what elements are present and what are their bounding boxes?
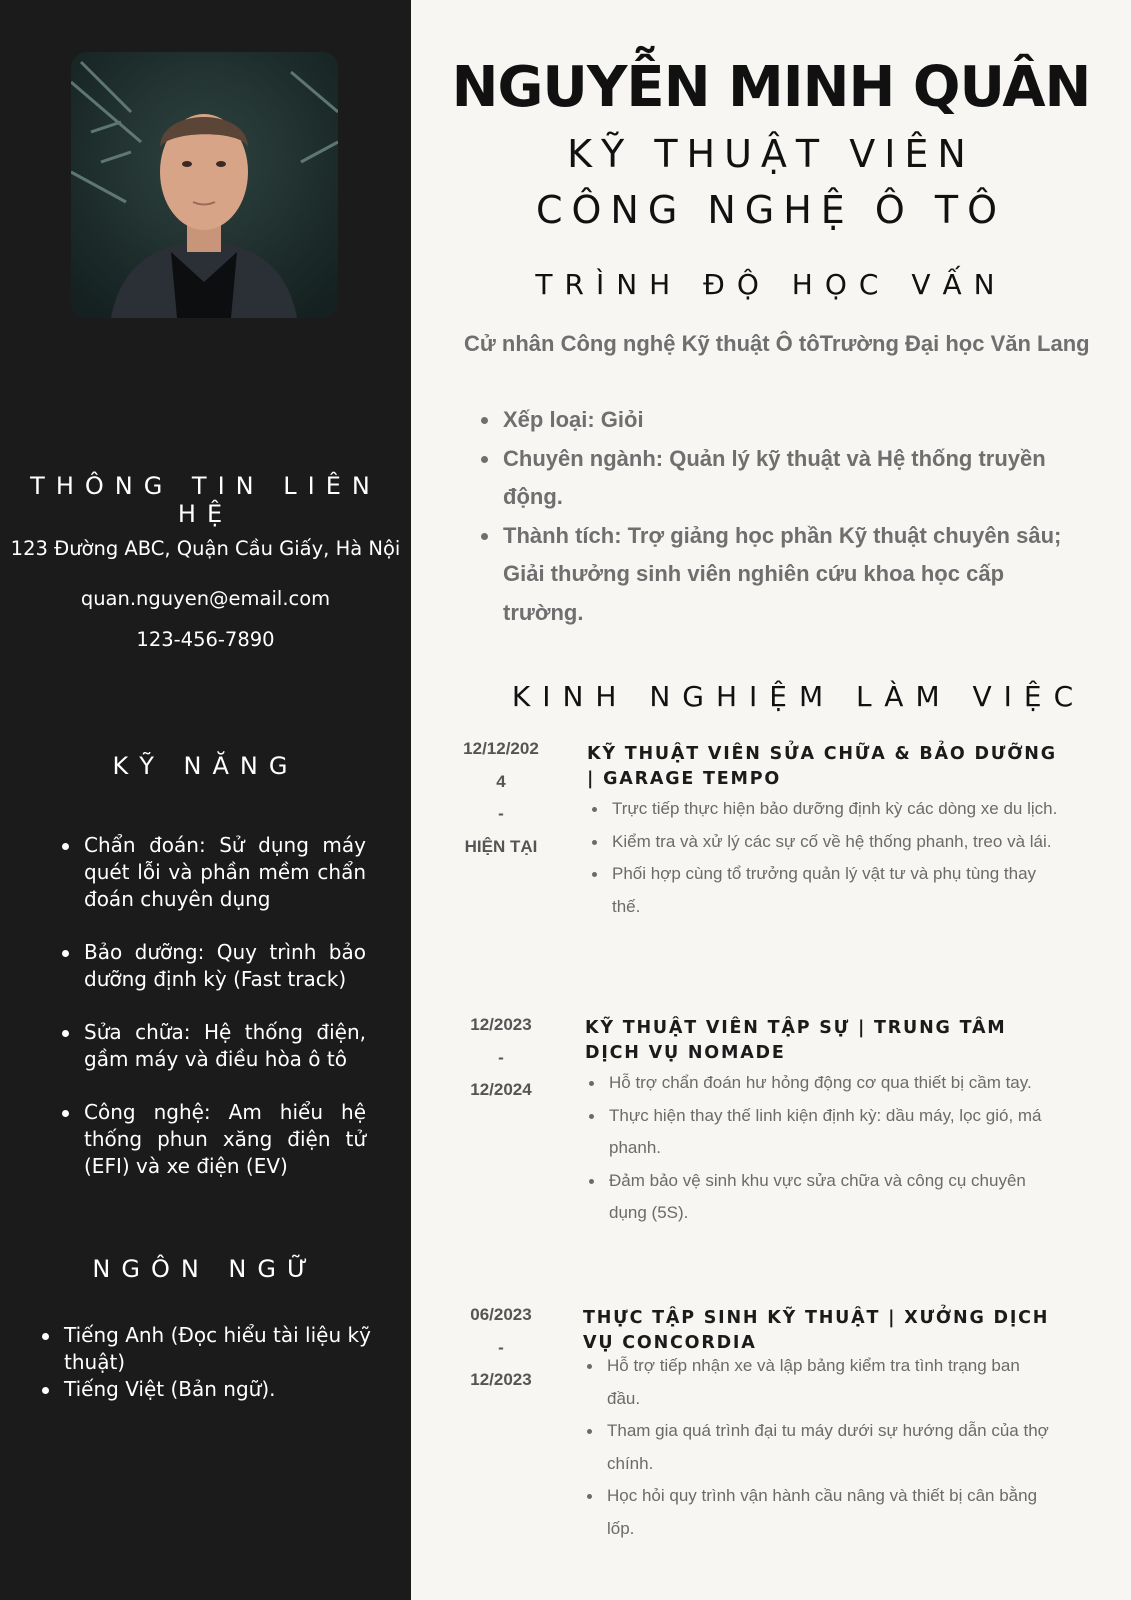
education-item: Chuyên ngành: Quản lý kỹ thuật và Hệ thống truyền động.: [481, 440, 1086, 517]
education-degree: Cử nhân Công nghệ Kỹ thuật Ô tôTrường Đại học Văn Lang: [464, 331, 1090, 356]
job-bullet: Hỗ trợ tiếp nhận xe và lập bảng kiểm tra tình trạng ban đầu.: [584, 1350, 1054, 1415]
job-bullet: Tham gia quá trình đại tu máy dưới sự hướng dẫn của thợ chính.: [584, 1415, 1054, 1480]
job-title-line-1: KỸ THUẬT VIÊN: [567, 132, 975, 176]
experience-heading: KINH NGHIỆM LÀM VIỆC: [511, 680, 1086, 713]
job-title: KỸ THUẬT VIÊN SỬA CHỮA & BẢO DƯỠNG | GARAGE TEMPO: [587, 744, 1057, 789]
job-date-end: HIỆN TẠI: [464, 836, 538, 856]
job-title: THỰC TẬP SINH KỸ THUẬT | XƯỞNG DỊCH VỤ CONCORDIA: [583, 1308, 1050, 1353]
skills-list: [62, 832, 366, 1206]
job-date: [446, 733, 556, 863]
job-bullet: Hỗ trợ chẩn đoán hư hỏng động cơ qua thiết bị cầm tay.: [586, 1067, 1056, 1100]
skills-heading: KỸ NĂNG: [112, 752, 299, 780]
education-heading: TRÌNH ĐỘ HỌC VẤN: [535, 268, 1007, 301]
sidebar: [0, 0, 411, 1600]
person-name: NGUYỄN MINH QUÂN: [451, 55, 1091, 120]
job-date: [446, 1009, 556, 1107]
job-title-line-2: CÔNG NGHỆ Ô TÔ: [535, 188, 1007, 232]
language-item: Tiếng Anh (Đọc hiểu tài liệu kỹ thuật): [42, 1322, 372, 1376]
job-bullets: [584, 1350, 1054, 1545]
skill-item: Bảo dưỡng: Quy trình bảo dưỡng định kỳ (Fast track): [62, 939, 366, 993]
languages-heading: NGÔN NGỮ: [92, 1255, 319, 1283]
job-date-separator: -: [498, 1337, 504, 1357]
job-bullets: [586, 1067, 1056, 1230]
profile-photo: [71, 52, 338, 318]
job-date-start: 12/12/202: [463, 739, 539, 758]
skill-item: Sửa chữa: Hệ thống điện, gầm máy và điều hòa ô tô: [62, 1019, 366, 1073]
skill-item: Chẩn đoán: Sử dụng máy quét lỗi và phần mềm chẩn đoán chuyên dụng: [62, 832, 366, 913]
job-bullet: Học hỏi quy trình vận hành cầu nâng và thiết bị cân bằng lốp.: [584, 1480, 1054, 1545]
job-date-end: 12/2024: [470, 1080, 532, 1099]
language-item: Tiếng Việt (Bản ngữ).: [42, 1376, 372, 1403]
job-bullet: Phối hợp cùng tổ trưởng quản lý vật tư và phụ tùng thay thế.: [589, 858, 1059, 923]
education-list: [481, 401, 1086, 632]
contact-heading: THÔNG TIN LIÊN HỆ: [30, 472, 381, 528]
skill-item: Công nghệ: Am hiểu hệ thống phun xăng điện tử (EFI) và xe điện (EV): [62, 1099, 366, 1180]
job-date-start: 06/2023: [470, 1305, 532, 1324]
job-date-separator: -: [498, 804, 504, 823]
job-date-end: 12/2023: [470, 1370, 532, 1389]
job-title: KỸ THUẬT VIÊN TẬP SỰ | TRUNG TÂM DỊCH VỤ NOMADE: [585, 1018, 1007, 1063]
education-item: Thành tích: Trợ giảng học phần Kỹ thuật chuyên sâu; Giải thưởng sinh viên nghiên cứu khoa học cấp trường.: [481, 517, 1086, 633]
job-date-start-cont: 4: [496, 771, 506, 791]
job-date: [446, 1299, 556, 1397]
contact-phone[interactable]: 123-456-7890: [136, 628, 275, 651]
job-date-separator: -: [498, 1047, 504, 1067]
job-bullet: Trực tiếp thực hiện bảo dưỡng định kỳ các dòng xe du lịch.: [589, 793, 1059, 826]
education-item: Xếp loại: Giỏi: [481, 401, 1086, 440]
main-content: [411, 0, 1131, 1600]
contact-address: 123 Đường ABC, Quận Cầu Giấy, Hà Nội: [10, 537, 401, 560]
job-bullet: Thực hiện thay thế linh kiện định kỳ: dầu máy, lọc gió, má phanh.: [586, 1100, 1056, 1165]
job-bullets: [589, 793, 1059, 923]
job-bullet: Đảm bảo vệ sinh khu vực sửa chữa và công cụ chuyên dụng (5S).: [586, 1165, 1056, 1230]
job-date-start: 12/2023: [470, 1015, 532, 1034]
languages-list: [42, 1322, 372, 1403]
job-bullet: Kiểm tra và xử lý các sự cố về hệ thống phanh, treo và lái.: [589, 826, 1059, 859]
contact-email[interactable]: quan.nguyen@email.com: [80, 587, 331, 610]
